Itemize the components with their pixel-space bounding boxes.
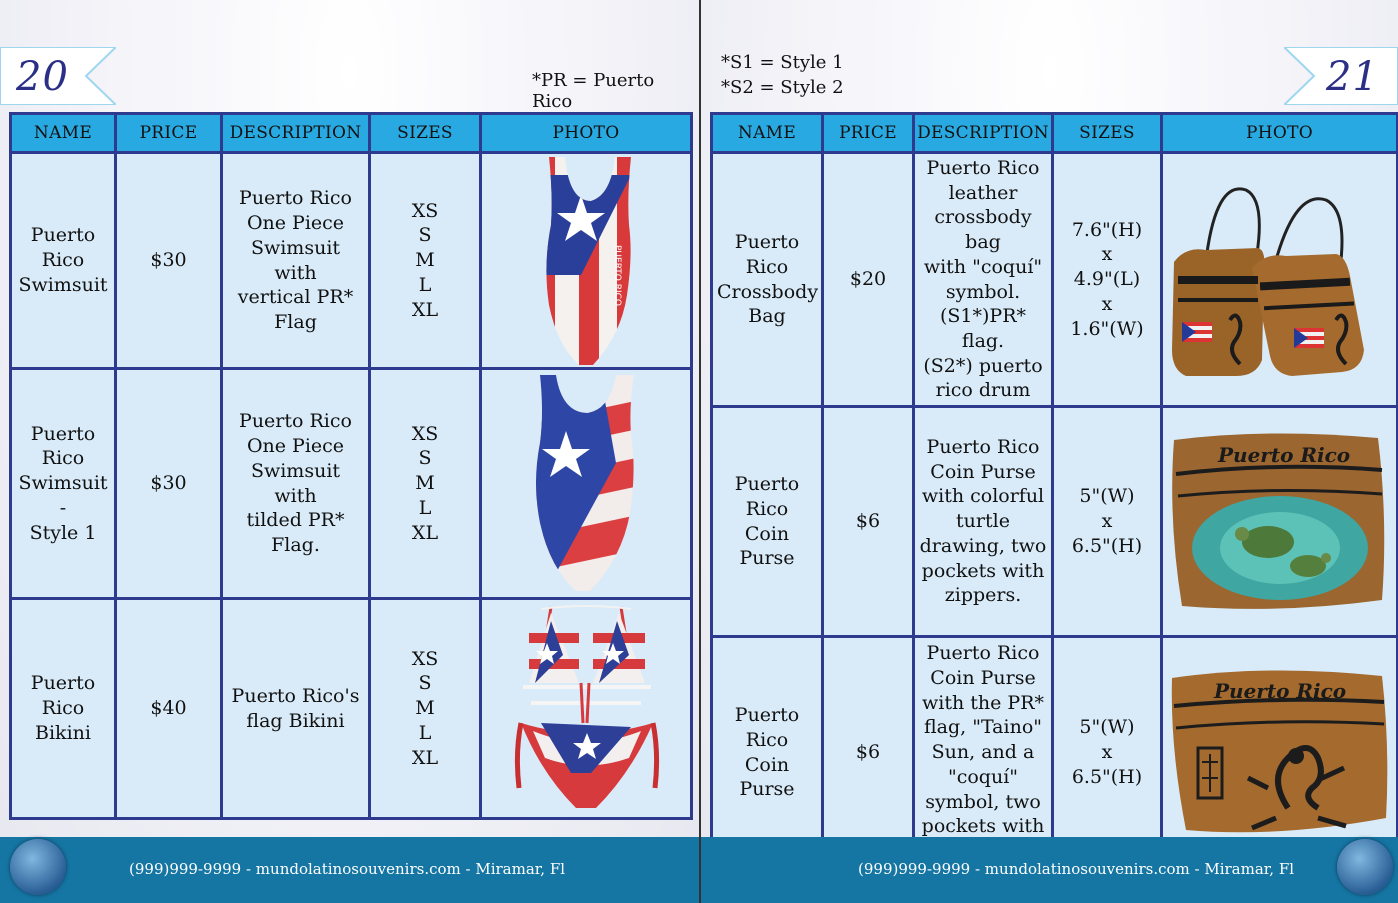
product-sizes: XS S M L XL bbox=[370, 369, 481, 599]
page-number: 20 bbox=[16, 54, 69, 100]
table-header-row bbox=[712, 114, 1398, 153]
taino-coin-purse-image bbox=[1168, 668, 1392, 838]
product-name: Puerto Rico Crossbody Bag bbox=[712, 153, 823, 407]
product-name: Puerto Rico Swimsuit - Style 1 bbox=[11, 369, 116, 599]
product-price: $40 bbox=[116, 599, 222, 819]
product-description: Puerto Rico Coin Purse with colorful turtle drawing, two pockets with zippers. bbox=[914, 407, 1053, 637]
table-row bbox=[11, 153, 692, 369]
table-row bbox=[11, 599, 692, 819]
column-header-name: NAME bbox=[712, 114, 823, 153]
globe-logo-icon bbox=[10, 839, 66, 895]
product-price: $6 bbox=[823, 407, 914, 637]
product-sizes: 5"(W) x 6.5"(H) bbox=[1053, 407, 1162, 637]
product-price: $30 bbox=[116, 369, 222, 599]
style-note-2: *S2 = Style 2 bbox=[721, 77, 844, 98]
abbreviation-note: *PR = Puerto Rico bbox=[532, 70, 655, 112]
product-description: Puerto Rico leather crossbody bag with "coquí" symbol. (S1*)PR* flag. (S2*) puerto rico drum bbox=[914, 153, 1053, 407]
table-header-row bbox=[11, 114, 692, 153]
product-sizes: XS S M L XL bbox=[370, 153, 481, 369]
footer-contact: (999)999-9999 - mundolatinosouvenirs.com - Miramar, Fl bbox=[858, 860, 1295, 878]
column-header-photo: PHOTO bbox=[481, 114, 692, 153]
swimsuit-print-text: PUERTO RICO bbox=[612, 244, 622, 306]
footer-bar bbox=[701, 837, 1398, 903]
product-photo bbox=[1162, 407, 1398, 637]
table-row bbox=[712, 153, 1398, 407]
product-photo bbox=[481, 153, 692, 369]
product-photo bbox=[481, 599, 692, 819]
column-header-description: DESCRIPTION bbox=[914, 114, 1053, 153]
purse-print-text: Puerto Rico bbox=[1213, 678, 1346, 703]
product-price: $20 bbox=[823, 153, 914, 407]
column-header-price: PRICE bbox=[116, 114, 222, 153]
product-sizes: 5"(W) x 6.5"(H) bbox=[1053, 637, 1162, 869]
product-photo bbox=[481, 369, 692, 599]
column-header-price: PRICE bbox=[823, 114, 914, 153]
column-header-description: DESCRIPTION bbox=[222, 114, 370, 153]
purse-print-text: Puerto Rico bbox=[1217, 442, 1350, 467]
column-header-sizes: SIZES bbox=[1053, 114, 1162, 153]
swimsuit-tilted-flag-image bbox=[526, 373, 646, 595]
table-row bbox=[712, 637, 1398, 869]
product-description: Puerto Rico's flag Bikini bbox=[222, 599, 370, 819]
table-row bbox=[712, 407, 1398, 637]
product-sizes: XS S M L XL bbox=[370, 599, 481, 819]
swimsuit-vertical-flag-image bbox=[531, 155, 641, 367]
products-table bbox=[9, 112, 693, 820]
turtle-coin-purse-image bbox=[1168, 430, 1392, 614]
page-number: 21 bbox=[1326, 54, 1379, 100]
product-description: Puerto Rico One Piece Swimsuit with tilded PR* Flag. bbox=[222, 369, 370, 599]
product-name: Puerto Rico Coin Purse bbox=[712, 407, 823, 637]
product-description: Puerto Rico Coin Purse with the PR* flag, "Taino" Sun, and a "coquí" symbol, two pockets with bbox=[914, 637, 1053, 869]
product-price: $30 bbox=[116, 153, 222, 369]
products-table bbox=[710, 112, 1398, 870]
product-photo bbox=[1162, 637, 1398, 869]
table-row bbox=[11, 369, 692, 599]
crossbody-bags-image bbox=[1166, 180, 1394, 380]
product-name: Puerto Rico Bikini bbox=[11, 599, 116, 819]
product-name: Puerto Rico Swimsuit bbox=[11, 153, 116, 369]
globe-logo-icon bbox=[1337, 839, 1393, 895]
right-page bbox=[701, 0, 1398, 903]
style-note-1: *S1 = Style 1 bbox=[721, 52, 844, 73]
column-header-name: NAME bbox=[11, 114, 116, 153]
product-photo bbox=[1162, 153, 1398, 407]
footer-contact: (999)999-9999 - mundolatinosouvenirs.com - Miramar, Fl bbox=[129, 860, 566, 878]
column-header-sizes: SIZES bbox=[370, 114, 481, 153]
product-name: Puerto Rico Coin Purse bbox=[712, 637, 823, 869]
column-header-photo: PHOTO bbox=[1162, 114, 1398, 153]
footer-bar bbox=[0, 837, 699, 903]
product-sizes: 7.6"(H) x 4.9"(L) x 1.6"(W) bbox=[1053, 153, 1162, 407]
product-price: $6 bbox=[823, 637, 914, 869]
product-description: Puerto Rico One Piece Swimsuit with vertical PR* Flag bbox=[222, 153, 370, 369]
bikini-image bbox=[511, 603, 661, 815]
